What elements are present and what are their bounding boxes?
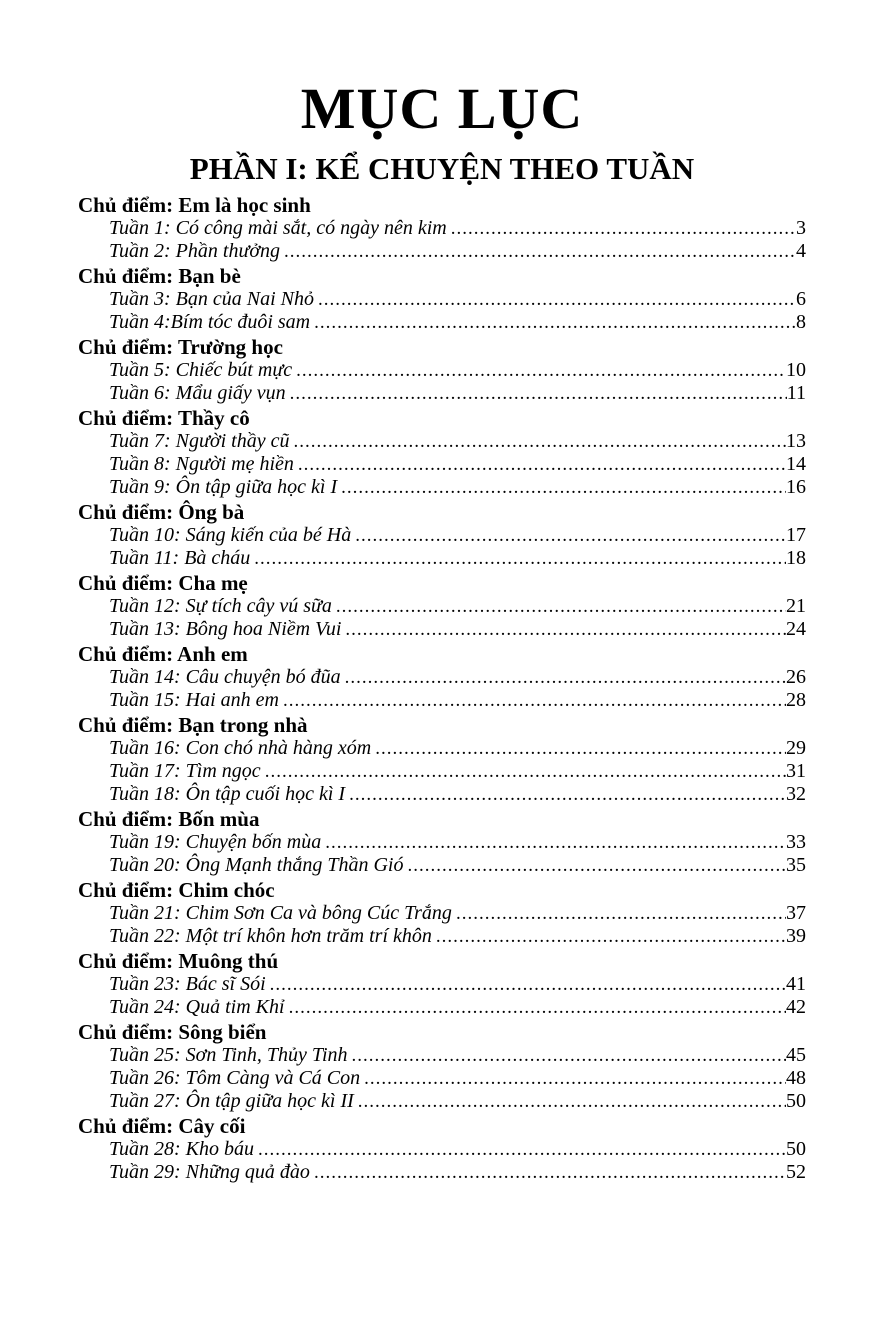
toc-entry-title: Tuần 8: Người mẹ hiền — [109, 453, 294, 476]
toc-entry-title: Tuần 4:Bím tóc đuôi sam — [109, 311, 311, 334]
dot-leader — [298, 453, 786, 476]
toc-entry-page-number: 24 — [786, 618, 806, 641]
toc-entry — [109, 902, 806, 925]
dot-leader — [349, 783, 786, 806]
toc-entry-title: Tuần 9: Ôn tập giữa học kì I — [109, 476, 338, 499]
toc-entry-page-number: 37 — [786, 902, 806, 925]
toc-entry-page-number: 21 — [786, 595, 806, 618]
toc-entry-title: Tuần 7: Người thầy cũ — [109, 430, 290, 453]
toc-entry-page-number: 35 — [786, 854, 806, 877]
toc-entry — [109, 1138, 806, 1161]
dot-leader — [407, 854, 786, 877]
toc-entry — [109, 430, 806, 453]
toc-entry-title: Tuần 18: Ôn tập cuối học kì I — [109, 783, 346, 806]
toc-entry-title: Tuần 19: Chuyện bốn mùa — [109, 831, 322, 854]
toc-entry — [109, 783, 806, 806]
toc-entry — [109, 217, 806, 240]
toc-entry — [109, 288, 806, 311]
toc-entry — [109, 359, 806, 382]
toc-section-heading: Chủ điểm: Sông biển — [78, 1020, 267, 1045]
toc-entry-title: Tuần 20: Ông Mạnh thắng Thần Gió — [109, 854, 404, 877]
toc-entry-page-number: 39 — [786, 925, 806, 948]
document-title: MỤC LỤC — [300, 76, 584, 141]
toc-entry-page-number: 29 — [786, 737, 806, 760]
toc-entry — [109, 240, 806, 263]
dot-leader — [345, 618, 786, 641]
toc-entry — [109, 1161, 806, 1184]
toc-entry-page-number: 50 — [786, 1138, 806, 1161]
toc-entry-title: Tuần 12: Sự tích cây vú sữa — [109, 595, 332, 618]
toc-entry-page-number: 32 — [786, 783, 806, 806]
toc-section-heading: Chủ điểm: Cây cối — [78, 1114, 246, 1139]
toc-section-heading: Chủ điểm: Trường học — [78, 335, 283, 360]
toc-section-heading: Chủ điểm: Bạn bè — [78, 264, 241, 289]
toc-entry-page-number: 8 — [796, 311, 806, 334]
dot-leader — [352, 1044, 786, 1067]
dot-leader — [258, 1138, 786, 1161]
toc-entry — [109, 618, 806, 641]
toc-section-heading: Chủ điểm: Em là học sinh — [78, 193, 311, 218]
toc-entry — [109, 1090, 806, 1113]
toc-section-heading: Chủ điểm: Bốn mùa — [78, 807, 260, 832]
dot-leader — [451, 217, 796, 240]
dot-leader — [375, 737, 786, 760]
toc-entry — [109, 1044, 806, 1067]
toc-entry-page-number: 11 — [786, 382, 806, 405]
dot-leader — [364, 1067, 786, 1090]
toc-entry-page-number: 4 — [796, 240, 806, 263]
toc-entry-page-number: 48 — [786, 1067, 806, 1090]
toc-entry-page-number: 16 — [786, 476, 806, 499]
toc-entry — [109, 737, 806, 760]
toc-entry-page-number: 13 — [786, 430, 806, 453]
toc-entry — [109, 382, 806, 405]
toc-section-heading: Chủ điểm: Bạn trong nhà — [78, 713, 308, 738]
toc-entry-title: Tuần 28: Kho báu — [109, 1138, 255, 1161]
toc-section-heading: Chủ điểm: Ông bà — [78, 500, 245, 525]
dot-leader — [283, 689, 786, 712]
toc-entry-title: Tuần 13: Bông hoa Niềm Vui — [109, 618, 342, 641]
toc-section-heading: Chủ điểm: Chim chóc — [78, 878, 275, 903]
dot-leader — [289, 996, 786, 1019]
toc-entry — [109, 311, 806, 334]
toc-entry — [109, 547, 806, 570]
toc-entry-title: Tuần 29: Những quả đào — [109, 1161, 310, 1184]
toc-entry — [109, 996, 806, 1019]
toc-entry — [109, 476, 806, 499]
part-heading: PHẦN I: KỂ CHUYỆN THEO TUẦN — [189, 151, 695, 186]
toc-entry-page-number: 18 — [786, 547, 806, 570]
toc-entry-title: Tuần 21: Chim Sơn Ca và bông Cúc Trắng — [109, 902, 452, 925]
toc-entry — [109, 1067, 806, 1090]
dot-leader — [336, 595, 786, 618]
dot-leader — [290, 382, 787, 405]
dot-leader — [358, 1090, 786, 1113]
toc-entry — [109, 524, 806, 547]
dot-leader — [345, 666, 786, 689]
toc-entry-page-number: 17 — [786, 524, 806, 547]
toc-entry-page-number: 14 — [786, 453, 806, 476]
toc-entry-title: Tuần 17: Tìm ngọc — [109, 760, 261, 783]
toc-entry — [109, 689, 806, 712]
dot-leader — [314, 311, 796, 334]
toc-entry — [109, 666, 806, 689]
toc-entry-title: Tuần 16: Con chó nhà hàng xóm — [109, 737, 372, 760]
toc-list — [78, 194, 806, 1184]
toc-entry-title: Tuần 5: Chiếc bút mực — [109, 359, 293, 382]
toc-entry-page-number: 28 — [786, 689, 806, 712]
toc-entry — [109, 595, 806, 618]
dot-leader — [341, 476, 786, 499]
toc-entry — [109, 831, 806, 854]
toc-entry-page-number: 52 — [786, 1161, 806, 1184]
toc-section-heading: Chủ điểm: Anh em — [78, 642, 248, 667]
toc-entry-page-number: 33 — [786, 831, 806, 854]
toc-entry-page-number: 31 — [786, 760, 806, 783]
toc-entry-page-number: 3 — [796, 217, 806, 240]
dot-leader — [314, 1161, 786, 1184]
dot-leader — [355, 524, 786, 547]
toc-entry-page-number: 50 — [786, 1090, 806, 1113]
dot-leader — [325, 831, 786, 854]
toc-entry — [109, 453, 806, 476]
dot-leader — [293, 430, 786, 453]
toc-entry-page-number: 41 — [786, 973, 806, 996]
dot-leader — [436, 925, 786, 948]
toc-entry-title: Tuần 25: Sơn Tinh, Thủy Tinh — [109, 1044, 348, 1067]
toc-entry-title: Tuần 11: Bà cháu — [109, 547, 251, 570]
dot-leader — [456, 902, 786, 925]
toc-entry-page-number: 42 — [786, 996, 806, 1019]
toc-entry-title: Tuần 1: Có công mài sắt, có ngày nên kim — [109, 217, 447, 240]
dot-leader — [296, 359, 786, 382]
dot-leader — [284, 240, 796, 263]
toc-entry-title: Tuần 22: Một trí khôn hơn trăm trí khôn — [109, 925, 432, 948]
dot-leader — [265, 760, 786, 783]
toc-section-heading: Chủ điểm: Muông thú — [78, 949, 279, 974]
toc-entry — [109, 973, 806, 996]
toc-entry-page-number: 45 — [786, 1044, 806, 1067]
toc-entry-title: Tuần 6: Mẩu giấy vụn — [109, 382, 286, 405]
toc-entry-title: Tuần 14: Câu chuyện bó đũa — [109, 666, 341, 689]
toc-entry-title: Tuần 27: Ôn tập giữa học kì II — [109, 1090, 354, 1113]
toc-entry-page-number: 10 — [786, 359, 806, 382]
toc-entry-page-number: 6 — [796, 288, 806, 311]
toc-entry-title: Tuần 24: Quả tim Khỉ — [109, 996, 285, 1019]
toc-entry-title: Tuần 15: Hai anh em — [109, 689, 279, 712]
toc-entry-title: Tuần 23: Bác sĩ Sói — [109, 973, 266, 996]
dot-leader — [254, 547, 786, 570]
toc-entry-page-number: 26 — [786, 666, 806, 689]
dot-leader — [270, 973, 786, 996]
toc-entry-title: Tuần 26: Tôm Càng và Cá Con — [109, 1067, 361, 1090]
toc-entry-title: Tuần 10: Sáng kiến của bé Hà — [109, 524, 352, 547]
toc-section-heading: Chủ điểm: Thầy cô — [78, 406, 250, 431]
toc-entry — [109, 854, 806, 877]
toc-entry-title: Tuần 3: Bạn của Nai Nhỏ — [109, 288, 315, 311]
toc-entry-title: Tuần 2: Phần thưởng — [109, 240, 281, 263]
dot-leader — [318, 288, 796, 311]
toc-section-heading: Chủ điểm: Cha mẹ — [78, 571, 248, 596]
toc-entry — [109, 925, 806, 948]
toc-entry — [109, 760, 806, 783]
